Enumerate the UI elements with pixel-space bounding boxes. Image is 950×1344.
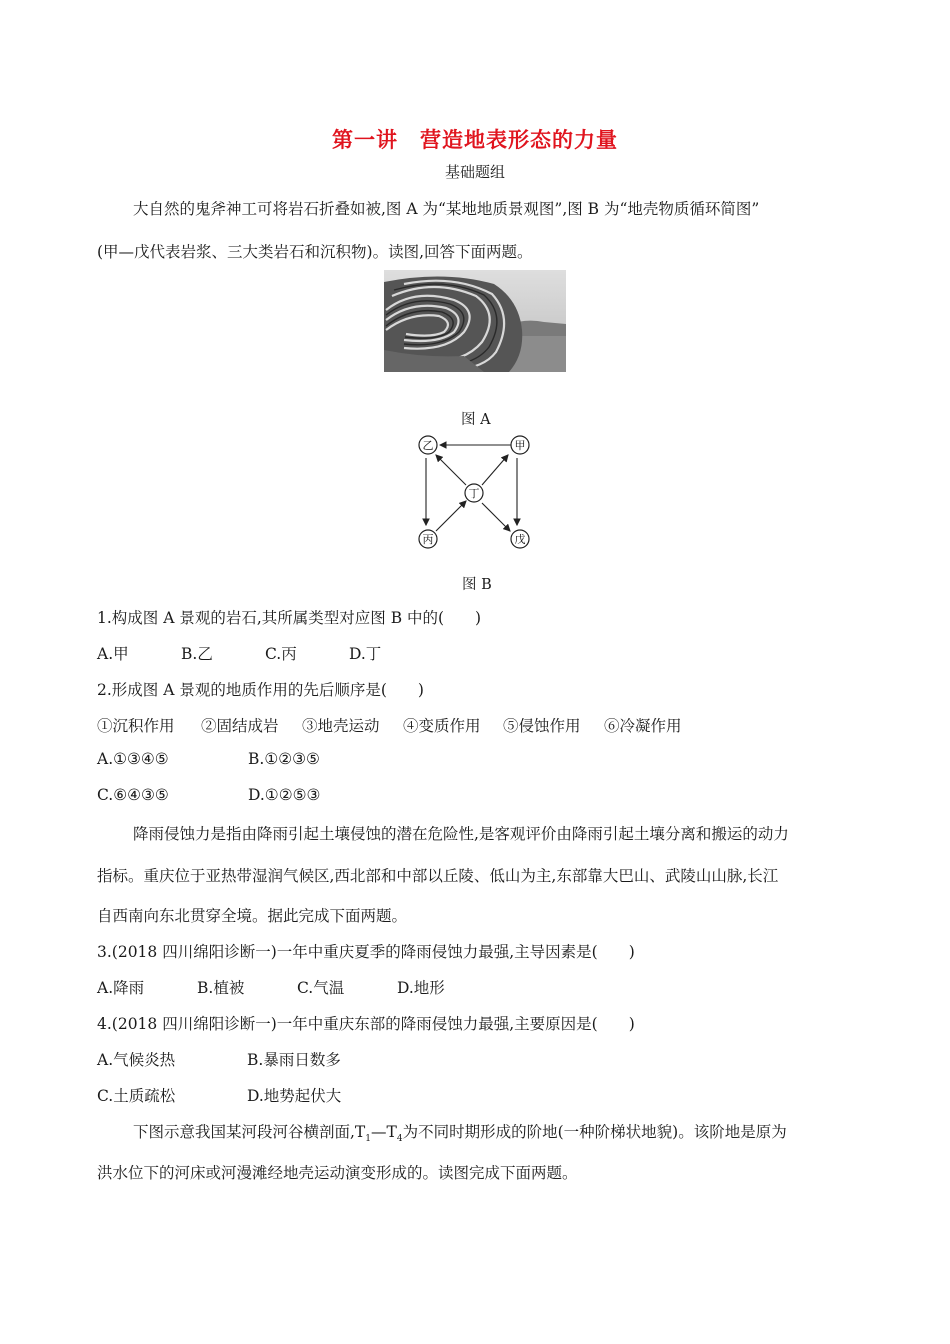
q1-option-c[interactable]: C.丙 [265,645,297,663]
question-2-stem: 2.形成图 A 景观的地质作用的先后顺序是( ) [97,681,424,699]
passage-3-line [133,1120,787,1144]
q4-option-d[interactable]: D.地势起伏大 [247,1087,342,1105]
q1-option-a[interactable]: A.甲 [97,645,129,663]
node-yi: 乙 [422,439,434,452]
question-3-stem: 3.(2018 四川绵阳诊断一)一年中重庆夏季的降雨侵蚀力最强,主导因素是( ) [97,943,635,961]
node-wu: 戊 [514,533,526,546]
node-ding: 丁 [468,487,480,500]
q2-process-item: ①沉积作用 [97,717,175,735]
folded-rock-photo [384,270,566,372]
passage-2-line: 指标。重庆位于亚热带湿润气候区,西北部和中部以丘陵、低山为主,东部靠大巴山、武陵山山脉,长江 [97,867,779,885]
passage-3-text: 下图示意我国某河段河谷横剖面,T [133,1123,366,1141]
q2-option-c[interactable]: C.⑥④③⑤ [97,786,169,804]
q3-option-a[interactable]: A.降雨 [97,979,145,997]
q2-process-item: ②固结成岩 [201,717,279,735]
q2-option-a[interactable]: A.①③④⑤ [97,750,169,768]
q4-option-b[interactable]: B.暴雨日数多 [247,1051,341,1069]
q3-option-b[interactable]: B.植被 [197,979,245,997]
passage-2-line: 自西南向东北贯穿全境。据此完成下面两题。 [97,907,408,925]
q1-option-d[interactable]: D.丁 [349,645,382,663]
passage-3-text: 为不同时期形成的阶地(一种阶梯状地貌)。该阶地是原为 [402,1123,787,1141]
dash-t: —T [371,1123,397,1141]
q3-option-c[interactable]: C.气温 [297,979,345,997]
subscript-4: 4 [396,1134,403,1145]
arrow-ding-to-yi [436,455,466,485]
question-4-stem: 4.(2018 四川绵阳诊断一)一年中重庆东部的降雨侵蚀力最强,主要原因是( ) [97,1015,635,1033]
q2-process-item: ③地壳运动 [302,717,380,735]
q2-process-item: ⑥冷凝作用 [604,717,682,735]
figure-a-caption: 图 A [461,412,491,428]
q4-option-a[interactable]: A.气候炎热 [97,1051,176,1069]
intro-paragraph-line: 大自然的鬼斧神工可将岩石折叠如被,图 A 为“某地地质景观图”,图 B 为“地壳物质循环简图” [133,200,760,218]
q2-process-item: ⑤侵蚀作用 [503,717,581,735]
arrow-ding-to-wu [482,503,510,531]
node-jia: 甲 [514,439,526,452]
q1-option-b[interactable]: B.乙 [181,645,213,663]
arrow-ding-to-jia [482,455,508,485]
crust-cycle-diagram [410,432,540,556]
q3-option-d[interactable]: D.地形 [397,979,445,997]
subscript-1: 1 [365,1134,372,1145]
node-bing: 丙 [422,533,434,546]
q4-option-c[interactable]: C.土质疏松 [97,1087,176,1105]
figure-b-caption: 图 B [462,577,492,593]
q2-process-item: ④变质作用 [403,717,481,735]
passage-2-line: 降雨侵蚀力是指由降雨引起土壤侵蚀的潜在危险性,是客观评价由降雨引起土壤分离和搬运的动力 [133,825,789,843]
intro-paragraph-line: (甲—戊代表岩浆、三大类岩石和沉积物)。读图,回答下面两题。 [97,243,533,261]
arrow-bing-to-ding [436,501,466,531]
passage-3-line: 洪水位下的河床或河漫滩经地壳运动演变形成的。读图完成下面两题。 [97,1164,578,1182]
q2-option-d[interactable]: D.①②⑤③ [248,786,321,804]
page-title: 第一讲 营造地表形态的力量 [332,128,618,152]
section-subtitle: 基础题组 [444,163,505,181]
question-1-stem: 1.构成图 A 景观的岩石,其所属类型对应图 B 中的( ) [97,609,482,627]
q2-option-b[interactable]: B.①②③⑤ [248,750,320,768]
